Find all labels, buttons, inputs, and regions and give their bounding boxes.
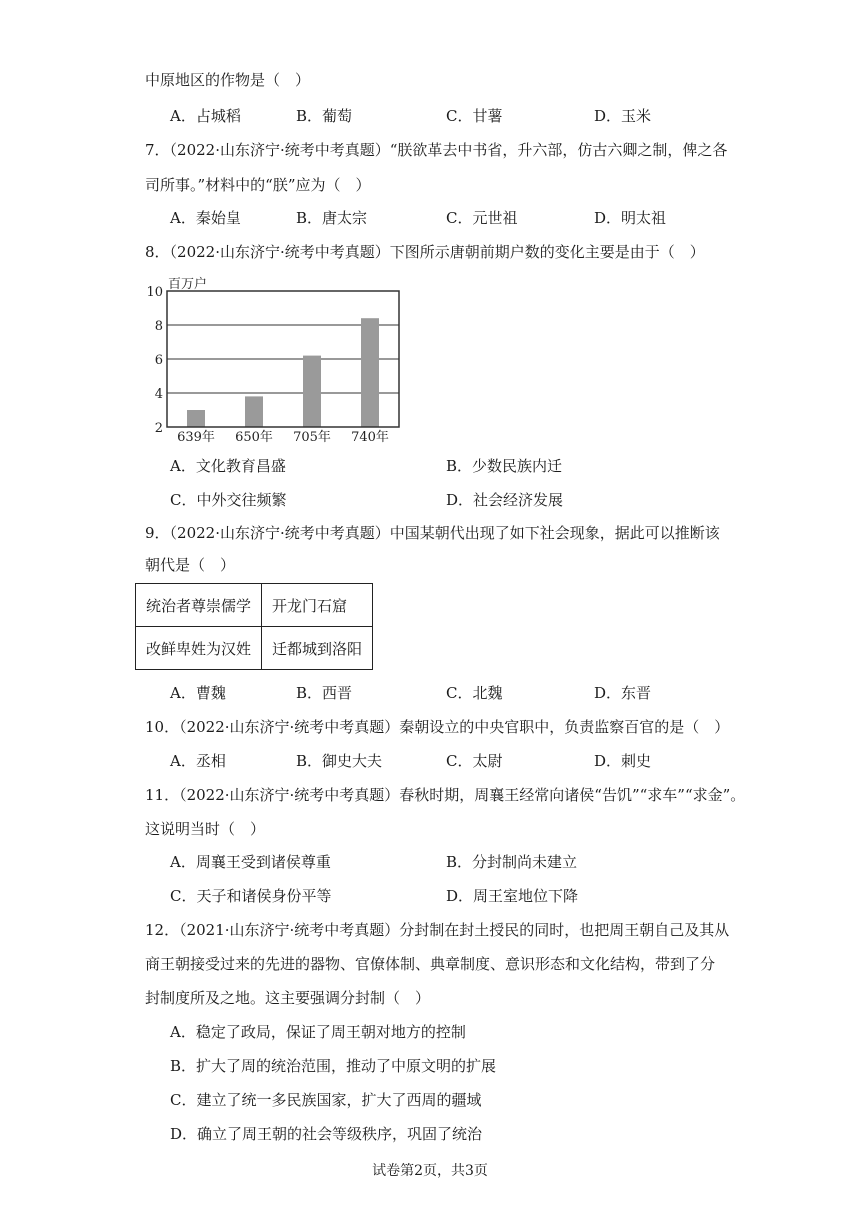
q11-option-c[interactable]: C．天子和诸侯身份平等	[170, 887, 332, 905]
q7-option-a[interactable]: A．秦始皇	[170, 209, 241, 227]
q8-bar-chart	[140, 275, 410, 445]
table-cell: 开龙门石窟	[262, 584, 373, 627]
chart-y-axis-label: 百万户	[168, 277, 208, 292]
q8-option-c[interactable]: C．中外交往频繁	[170, 491, 287, 509]
q12-option-d[interactable]: D．确立了周王朝的社会等级秩序，巩固了统治	[170, 1125, 483, 1143]
q8-option-a[interactable]: A．文化教育昌盛	[170, 457, 286, 475]
q9-table	[135, 583, 373, 670]
chart-bar	[303, 356, 321, 427]
chart-bar	[245, 396, 263, 427]
q9-option-a[interactable]: A．曹魏	[170, 684, 226, 702]
chart-y-tick-labels	[146, 285, 163, 436]
page-footer: 试卷第2页，共3页	[372, 1163, 488, 1179]
chart-y-tick-label: 4	[154, 387, 163, 402]
chart-y-tick-label: 6	[154, 353, 163, 368]
q10-stem: 10．（2022·山东济宁·统考中考真题）秦朝设立的中央官职中，负责监察百官的是（ ）	[145, 718, 730, 736]
q10-option-d[interactable]: D．刺史	[594, 752, 652, 770]
q11-option-d[interactable]: D．周王室地位下降	[446, 887, 579, 905]
q7-stem-line2: 司所事。”材料中的“朕”应为（ ）	[145, 176, 371, 194]
q9-stem-line2: 朝代是（ ）	[145, 556, 236, 574]
q12-stem-line1: 12．（2021·山东济宁·统考中考真题）分封制在封土授民的同时，也把周王朝自己及其从	[145, 921, 730, 939]
chart-bars	[187, 318, 379, 427]
q7-option-d[interactable]: D．明太祖	[594, 209, 667, 227]
q9-option-c[interactable]: C．北魏	[446, 684, 503, 702]
q12-option-c[interactable]: C．建立了统一多民族国家，扩大了西周的疆域	[170, 1091, 482, 1109]
q6-option-d[interactable]: D．玉米	[594, 107, 652, 125]
table-cell: 迁都城到洛阳	[262, 627, 373, 670]
q10-option-a[interactable]: A．丞相	[170, 752, 226, 770]
table-row	[136, 584, 373, 627]
q6-option-a[interactable]: A．占城稻	[170, 107, 241, 125]
q11-stem-line2: 这说明当时（ ）	[145, 820, 266, 838]
chart-x-tick-label: 705年	[293, 430, 331, 445]
q11-option-a[interactable]: A．周襄王受到诸侯尊重	[170, 853, 331, 871]
q10-option-b[interactable]: B．御史大夫	[296, 752, 383, 770]
q9-stem-line1: 9．（2022·山东济宁·统考中考真题）中国某朝代出现了如下社会现象，据此可以推断该	[145, 524, 720, 542]
q6-option-b[interactable]: B．葡萄	[296, 107, 353, 125]
q12-option-b[interactable]: B．扩大了周的统治范围，推动了中原文明的扩展	[170, 1057, 497, 1075]
chart-x-tick-labels	[177, 429, 389, 445]
q8-stem: 8．（2022·山东济宁·统考中考真题）下图所示唐朝前期户数的变化主要是由于（ ）	[145, 243, 705, 261]
q11-stem-line1: 11．（2022·山东济宁·统考中考真题）春秋时期，周襄王经常向诸侯“告饥”“求车”“求金”。	[145, 786, 746, 804]
q12-stem-line3: 封制度所及之地。这主要强调分封制（ ）	[145, 989, 431, 1007]
q7-option-c[interactable]: C．元世祖	[446, 209, 518, 227]
chart-x-tick-label: 639年	[177, 430, 215, 445]
q12-option-a[interactable]: A．稳定了政局，保证了周王朝对地方的控制	[170, 1023, 466, 1041]
q6-stem: 中原地区的作物是（ ）	[145, 71, 311, 89]
chart-y-tick-label: 2	[154, 421, 163, 436]
q7-option-b[interactable]: B．唐太宗	[296, 209, 368, 227]
chart-y-tick-label: 10	[146, 285, 163, 300]
q6-option-c[interactable]: C．甘薯	[446, 107, 503, 125]
q11-option-b[interactable]: B．分封制尚未建立	[446, 853, 578, 871]
chart-bar	[187, 410, 205, 427]
q12-stem-line2: 商王朝接受过来的先进的器物、官僚体制、典章制度、意识形态和文化结构，带到了分	[145, 955, 716, 973]
q8-option-d[interactable]: D．社会经济发展	[446, 491, 564, 509]
chart-x-tick-label: 650年	[235, 430, 273, 445]
q7-stem-line1: 7．（2022·山东济宁·统考中考真题）“朕欲革去中书省，升六部，仿古六卿之制，俾之各	[145, 141, 728, 159]
chart-x-tick-label: 740年	[351, 430, 389, 445]
q8-option-b[interactable]: B．少数民族内迁	[446, 457, 563, 475]
q9-option-b[interactable]: B．西晋	[296, 684, 353, 702]
chart-y-tick-label: 8	[154, 319, 163, 334]
chart-bar	[361, 318, 379, 427]
table-row	[136, 627, 373, 670]
q9-option-d[interactable]: D．东晋	[594, 684, 652, 702]
q10-option-c[interactable]: C．太尉	[446, 752, 503, 770]
table-cell: 统治者尊崇儒学	[136, 584, 262, 627]
table-cell: 改鲜卑姓为汉姓	[136, 627, 262, 670]
